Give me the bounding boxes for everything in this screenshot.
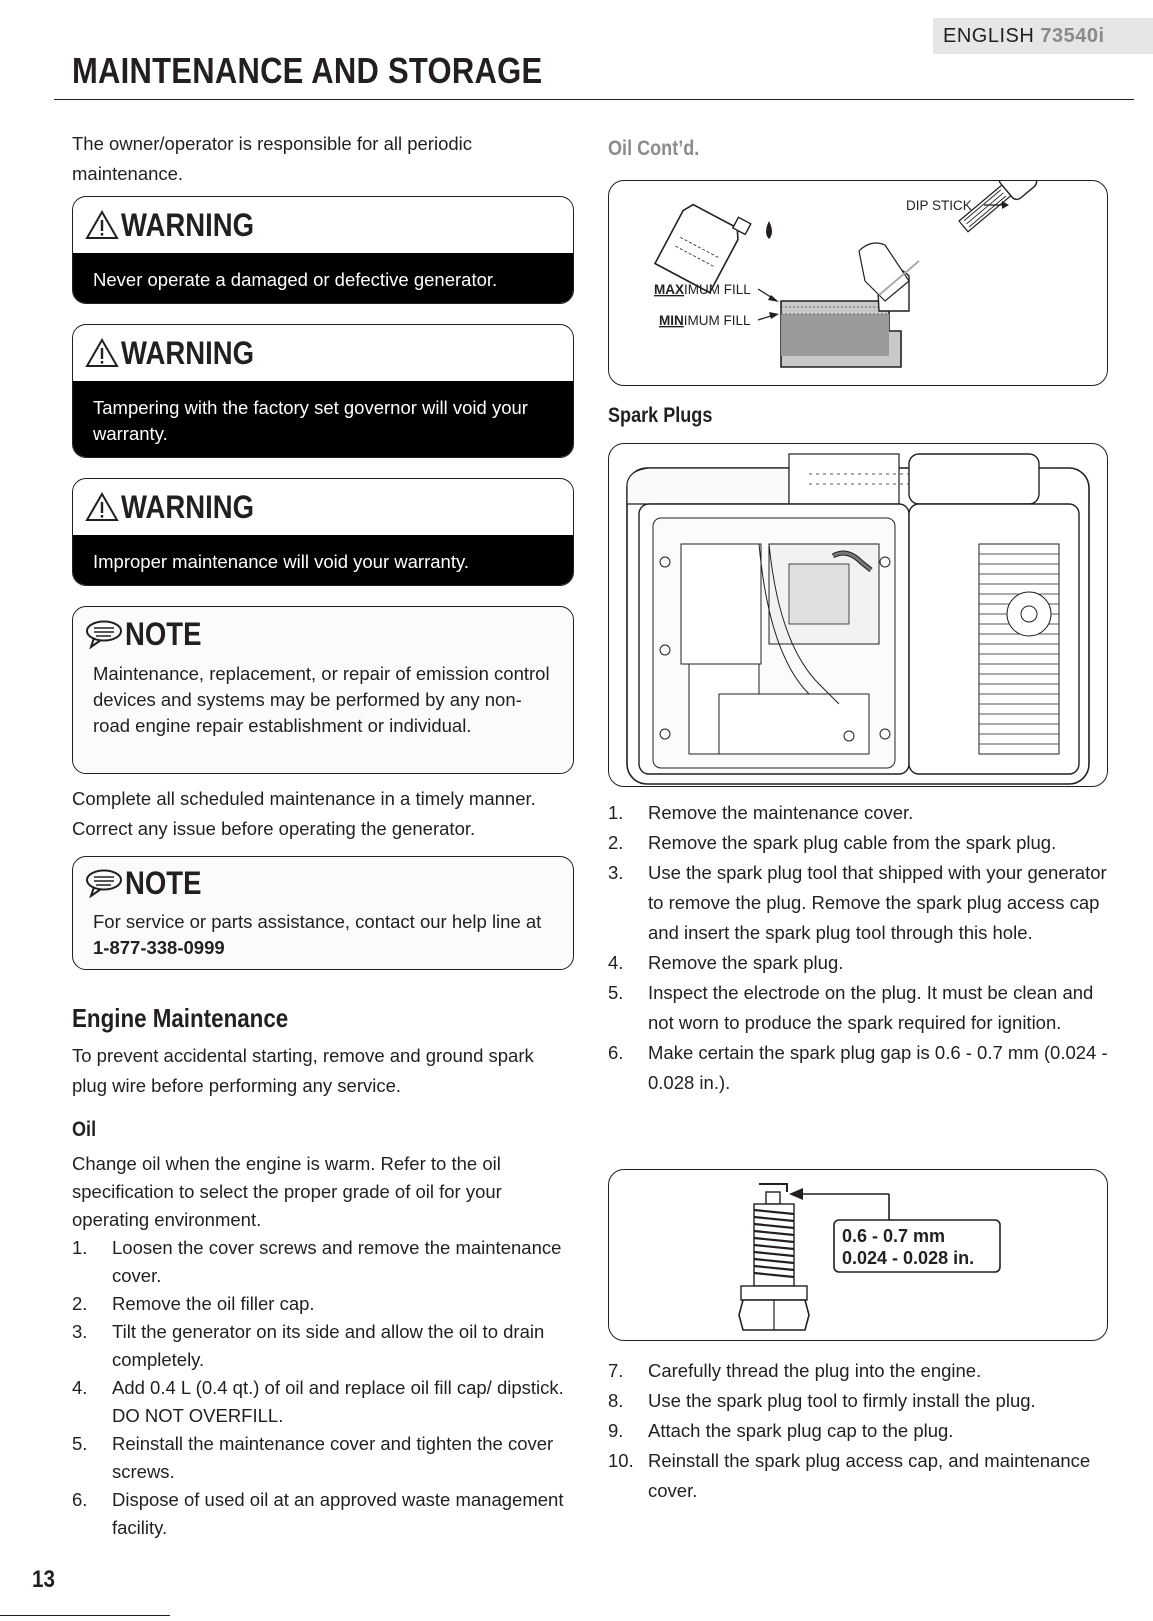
note-text [73,909,573,969]
list-item: 3. Use the spark plug tool that shipped with your generator to remove the plug. Remove the spark plug access cap and insert the spark plug tool through this hole. [608,862,1107,943]
list-item: 1. Remove the maintenance cover. [608,802,914,823]
note-text: Maintenance, replacement, or repair of emission control devices and systems may be performed by any non-road engine repair establishment or individual. [93,663,550,736]
svg-text:MINIMUM FILL [659,313,751,328]
model-number: 73540i [1040,25,1105,47]
warning-text: Improper maintenance will void your warranty. [73,535,573,586]
list-item: 5. Reinstall the maintenance cover and tighten the cover screws. [72,1433,554,1482]
note-box-2 [72,856,574,970]
note-header [73,607,573,661]
min-fill-bold: MIN [659,313,684,328]
engine-maintenance-heading: Engine Maintenance [72,1003,289,1033]
warning-box-2 [72,324,574,458]
spark-plugs-heading: Spark Plugs [608,404,713,427]
warning-header [73,479,573,535]
language-model-tab [933,18,1153,54]
list-item: 6. Dispose of used oil at an approved waste management facility. [72,1489,564,1538]
list-item: 8. Use the spark plug tool to firmly install the plug. [608,1390,1036,1411]
spark-steps-list-a [608,798,1108,1098]
oil-fill-illustration [609,181,1107,385]
max-fill-rest: IMUM FILL [684,282,751,297]
warning-triangle-icon [85,338,119,368]
svg-text:MAXIMUM FILL [654,282,751,297]
note-box-1 [72,606,574,774]
max-fill-bold: MAX [654,282,684,297]
spark-steps-list-b [608,1356,1108,1506]
list-item: 4. Add 0.4 L (0.4 qt.) of oil and replace oil fill cap/ dipstick. DO NOT OVERFILL. [72,1377,564,1426]
page-title: MAINTENANCE AND STORAGE [72,50,543,91]
warning-text: Never operate a damaged or defective generator. [73,253,573,304]
warning-label: WARNING [121,334,255,371]
warning-header [73,325,573,381]
warning-label: WARNING [121,488,255,525]
spark-plug-gap-figure [608,1169,1108,1341]
generator-engine-illustration [609,444,1107,786]
list-item: 3. Tilt the generator on its side and allow the oil to drain completely. [72,1321,545,1370]
oil-text: Change oil when the engine is warm. Refer to the oil specification to select the proper grade of oil for your operating environment. [72,1153,502,1230]
warning-text: Tampering with the factory set governor will void your warranty. [73,381,573,458]
note-text-body: For service or parts assistance, contact our help line at [93,911,542,932]
warning-box-3 [72,478,574,586]
gap-metric: 0.6 - 0.7 mm [842,1226,946,1246]
oil-steps-list [72,1234,572,1542]
warning-header [73,197,573,253]
warning-box-1 [72,196,574,304]
note-header [73,857,573,909]
footer-rule [0,1615,170,1616]
oil-heading: Oil [72,1118,97,1141]
warning-triangle-icon [85,210,119,240]
engine-spark-plug-figure [608,443,1108,787]
dipstick-label: DIP STICK [906,198,972,213]
list-item: 4. Remove the spark plug. [608,952,844,973]
oil-contd-heading: Oil Cont’d. [608,137,700,160]
list-item: 1. Loosen the cover screws and remove the maintenance cover. [72,1237,562,1286]
engine-maintenance-text: To prevent accidental starting, remove and ground spark plug wire before performing any service. [72,1045,534,1096]
warning-label: WARNING [121,206,255,243]
list-item: 9. Attach the spark plug cap to the plug. [608,1420,954,1441]
oil-fill-figure [608,180,1108,386]
intro-paragraph: The owner/operator is responsible for all periodic maintenance. [72,133,473,184]
language-label: ENGLISH [943,25,1035,47]
gap-imperial: 0.024 - 0.028 in. [842,1248,975,1268]
list-item: 10. Reinstall the spark plug access cap, and maintenance cover. [608,1450,1091,1501]
list-item: 2. Remove the oil filler cap. [72,1293,315,1314]
list-item: 6. Make certain the spark plug gap is 0.6 - 0.7 mm (0.024 - 0.028 in.). [608,1042,1108,1093]
list-item: 7. Carefully thread the plug into the engine. [608,1360,982,1381]
list-item: 2. Remove the spark plug cable from the spark plug. [608,832,1057,853]
min-fill-rest: IMUM FILL [683,313,751,328]
note-label: NOTE [125,615,202,652]
timely-paragraph: Complete all scheduled maintenance in a timely manner. Correct any issue before operating the generator. [72,788,536,839]
spark-plug-illustration [609,1170,1107,1340]
note-label: NOTE [125,864,202,901]
speech-bubble-icon [85,868,123,898]
speech-bubble-icon [85,619,123,649]
title-divider [54,99,1134,100]
help-line-phone: 1-877-338-0999 [93,937,225,958]
page-number: 13 [32,1566,55,1593]
list-item: 5. Inspect the electrode on the plug. It must be clean and not worn to produce the spark required for ignition. [608,982,1094,1033]
warning-triangle-icon [85,492,119,522]
